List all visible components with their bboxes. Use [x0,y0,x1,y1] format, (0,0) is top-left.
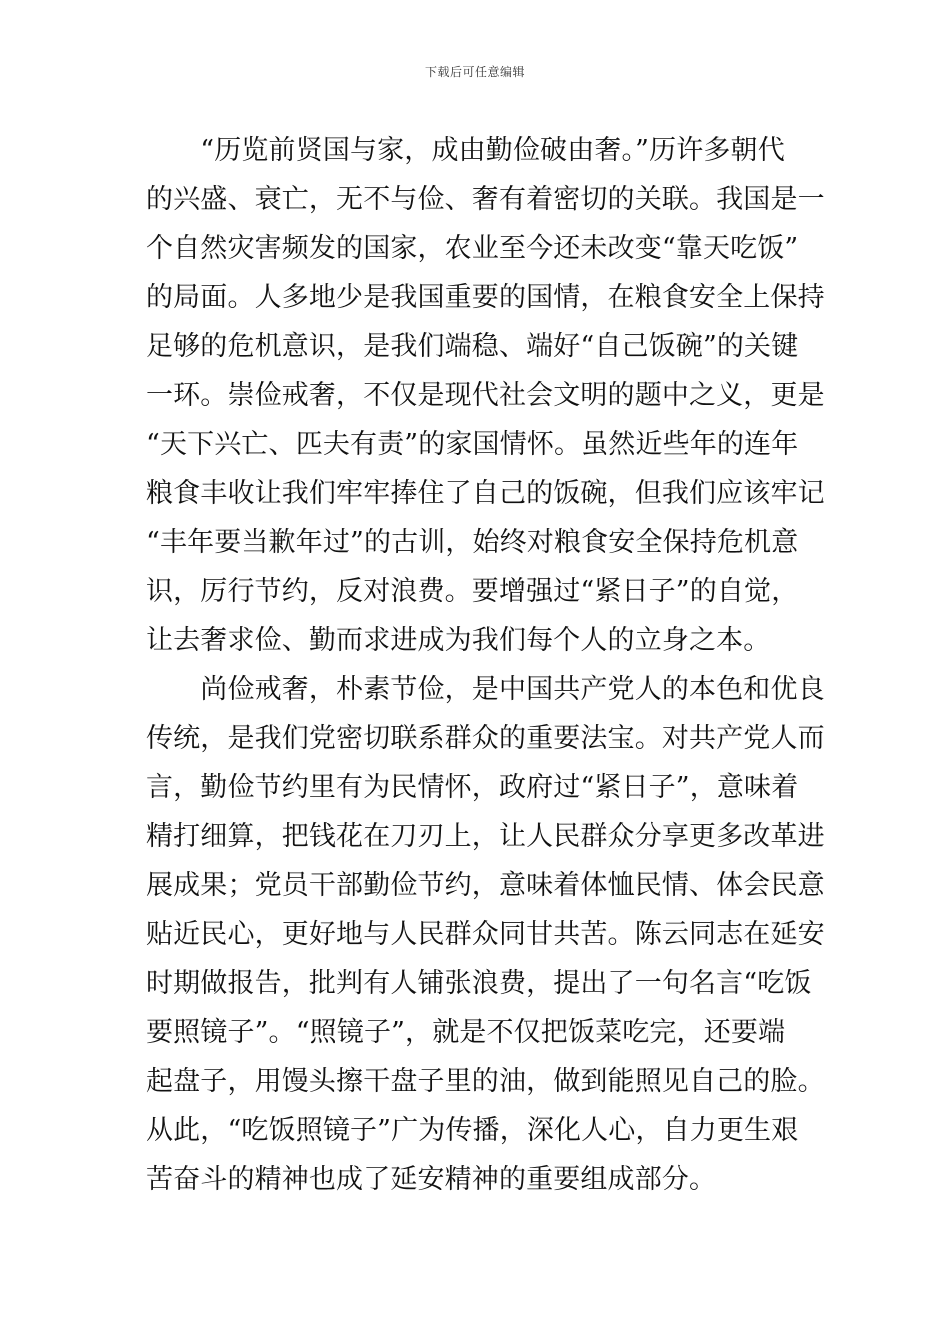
text-line: 起盘子，用馒头擦干盘子里的油，做到能照见自己的脸。 [146,1066,825,1097]
document-body [146,126,825,1204]
text-line: 苦奋斗的精神也成了延安精神的重要组成部分。 [146,1164,717,1195]
text-line: 精打细算，把钱花在刀刃上，让人民群众分享更多改革进 [146,821,825,852]
text-line: 的局面。人多地少是我国重要的国情，在粮食安全上保持 [146,282,825,313]
paragraph [146,126,825,665]
text-line: 识，厉行节约，反对浪费。要增强过“紧日子”的自觉， [146,576,799,607]
text-line: 粮食丰收让我们牢牢捧住了自己的饭碗，但我们应该牢记 [146,478,825,509]
text-line: 的兴盛、衰亡，无不与俭、奢有着密切的关联。我国是一 [146,184,825,215]
text-line: 要照镜子”。“照镜子”，就是不仅把饭菜吃完，还要端 [146,1017,786,1048]
text-line: 时期做报告，批判有人铺张浪费，提出了一句名言“吃饭 [146,968,812,999]
text-line: “历览前贤国与家，成由勤俭破由奢。”历许多朝代 [146,135,785,166]
paragraph [146,665,825,1204]
page-header: 下载后可任意编辑 [424,65,525,79]
text-line: 个自然灾害频发的国家，农业至今还未改变“靠天吃饭” [146,233,799,264]
text-line: “天下兴亡、匹夫有责”的家国情怀。虽然近些年的连年 [146,429,799,460]
text-line: 从此，“吃饭照镜子”广为传播，深化人心，自力更生艰 [146,1115,799,1146]
text-line: 展成果；党员干部勤俭节约，意味着体恤民情、体会民意 [146,870,825,901]
text-line: 让去奢求俭、勤而求进成为我们每个人的立身之本。 [146,625,771,656]
text-line: 言，勤俭节约里有为民情怀，政府过“紧日子”，意味着 [146,772,799,803]
text-line: 足够的危机意识，是我们端稳、端好“自己饭碗”的关键 [146,331,799,362]
text-line: 一环。崇俭戒奢，不仅是现代社会文明的题中之义，更是 [146,380,825,411]
text-line: 传统，是我们党密切联系群众的重要法宝。对共产党人而 [146,723,825,754]
text-line: 贴近民心，更好地与人民群众同甘共苦。陈云同志在延安 [146,919,825,950]
text-line: 尚俭戒奢，朴素节俭，是中国共产党人的本色和优良 [146,674,825,705]
text-line: “丰年要当歉年过”的古训，始终对粮食安全保持危机意 [146,527,799,558]
